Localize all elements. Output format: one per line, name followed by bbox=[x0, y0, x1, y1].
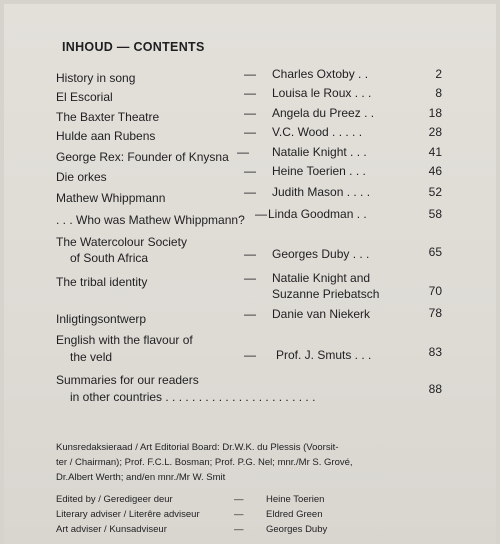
entry-dash: — bbox=[244, 164, 256, 178]
entry-dash: — bbox=[255, 207, 267, 221]
entry-author-continued: Suzanne Priebatsch bbox=[272, 287, 380, 301]
editor-dash: — bbox=[234, 509, 244, 520]
editor-role: Literary adviser / Literêre adviseur bbox=[56, 509, 200, 520]
entry-author: Natalie Knight . . . bbox=[272, 145, 367, 159]
entry-page: 46 bbox=[428, 164, 442, 178]
entry-dash: — bbox=[237, 145, 249, 159]
entry-title: Mathew Whippmann bbox=[56, 191, 166, 205]
entry-page: 18 bbox=[428, 106, 442, 120]
entry-title: History in song bbox=[56, 71, 136, 85]
editor-name: Heine Toerien bbox=[266, 494, 325, 505]
entry-title: . . . Who was Mathew Whippmann? bbox=[56, 213, 245, 227]
entry-page: 65 bbox=[428, 245, 442, 259]
entry-dash: — bbox=[244, 86, 256, 100]
entry-author: Natalie Knight and bbox=[272, 271, 371, 285]
contents-page bbox=[4, 4, 496, 544]
entry-author: Charles Oxtoby . . bbox=[272, 67, 369, 81]
editor-role: Art adviser / Kunsadviseur bbox=[56, 524, 167, 535]
credits-line: ter / Chairman); Prof. F.C.L. Bosman; Prof. P.G. Nel; mnr./Mr S. Grové, bbox=[56, 457, 353, 468]
page-title: INHOUD — CONTENTS bbox=[62, 40, 205, 54]
credits-line: Dr.Albert Werth; and/en mnr./Mr W. Smit bbox=[56, 472, 226, 483]
editor-dash: — bbox=[234, 494, 244, 505]
entry-page: 2 bbox=[435, 67, 442, 81]
entry-page: 78 bbox=[428, 306, 442, 320]
entry-author: Heine Toerien . . . bbox=[272, 164, 366, 178]
entry-author: Linda Goodman . . bbox=[268, 207, 367, 221]
entry-author: Prof. J. Smuts . . . bbox=[276, 348, 372, 362]
editorial-board-credits bbox=[56, 440, 446, 485]
entry-dash: — bbox=[244, 271, 256, 285]
entry-dash: — bbox=[244, 348, 256, 362]
entry-title: The tribal identity bbox=[56, 275, 148, 289]
entry-title: El Escorial bbox=[56, 90, 113, 104]
entry-title: Summaries for our readers bbox=[56, 373, 199, 387]
entry-dash: — bbox=[244, 125, 256, 139]
entry-title: The Watercolour Society bbox=[56, 235, 187, 249]
entry-title: The Baxter Theatre bbox=[56, 110, 160, 124]
entry-dash: — bbox=[244, 307, 256, 321]
entry-title: Hulde aan Rubens bbox=[56, 129, 156, 143]
entry-page: 58 bbox=[428, 207, 442, 221]
entry-dash: — bbox=[244, 67, 256, 81]
entry-page: 41 bbox=[428, 145, 442, 159]
entry-title: George Rex: Founder of Knysna bbox=[56, 150, 229, 164]
entry-title-continued: of South Africa bbox=[70, 251, 149, 265]
entry-title-continued: in other countries . . . . . . . . . . . . . . . . . . . . . . . bbox=[70, 390, 316, 404]
entry-author: Georges Duby . . . bbox=[272, 247, 370, 261]
editor-name: Georges Duby bbox=[266, 524, 328, 535]
entry-author: Angela du Preez . . bbox=[272, 106, 375, 120]
entry-page: 52 bbox=[428, 185, 442, 199]
entry-title-continued: the veld bbox=[70, 350, 113, 364]
entry-page: 70 bbox=[428, 284, 442, 298]
entry-dash: — bbox=[244, 247, 256, 261]
entry-author: Louisa le Roux . . . bbox=[272, 86, 372, 100]
entry-title: Inligtingsontwerp bbox=[56, 312, 147, 326]
credits-line: Kunsredaksieraad / Art Editorial Board: Dr.W.K. du Plessis (Voorsit- bbox=[56, 442, 339, 453]
entry-author: Danie van Niekerk bbox=[272, 307, 371, 321]
entry-dash: — bbox=[244, 106, 256, 120]
editor-role: Edited by / Geredigeer deur bbox=[56, 494, 173, 505]
entry-page: 28 bbox=[428, 125, 442, 139]
entry-page: 8 bbox=[435, 86, 442, 100]
entry-page: 88 bbox=[428, 382, 442, 396]
editor-name: Eldred Green bbox=[266, 509, 323, 520]
entry-author: V.C. Wood . . . . . bbox=[272, 125, 363, 139]
editor-dash: — bbox=[234, 524, 244, 535]
entry-title: English with the flavour of bbox=[56, 333, 193, 347]
entry-title: Die orkes bbox=[56, 170, 107, 184]
entry-author: Judith Mason . . . . bbox=[272, 185, 371, 199]
entry-dash: — bbox=[244, 185, 256, 199]
entry-page: 83 bbox=[428, 345, 442, 359]
